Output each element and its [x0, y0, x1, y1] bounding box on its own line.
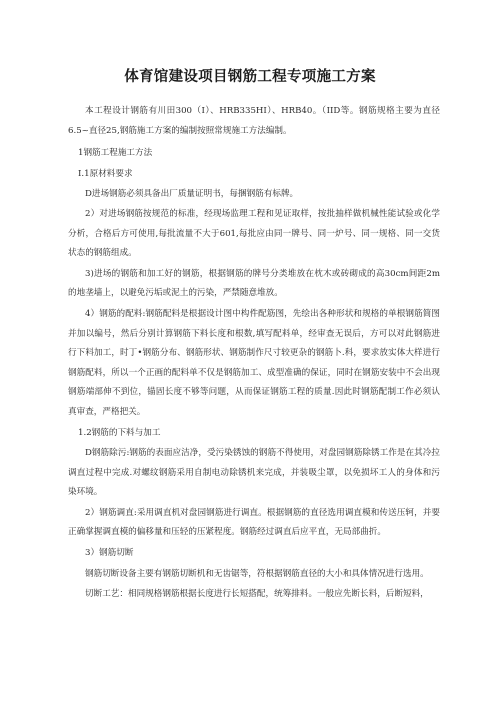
document-title: 体育馆建设项目钢筋工程专项施工方案	[124, 69, 376, 85]
section-heading-1: 1钢筋工程施工方法	[78, 148, 153, 159]
paragraph-9: 切断工艺：相同规格钢筋根据长度进行长短搭配，统筹排料。一般应先断长料，后断短料，	[85, 589, 429, 600]
paragraph-6: 2）钢筋调直:采用调直机对盘园钢筋进行调直。根据钢筋的直径选用调直模和传送压轲，并要正确掌握调直模的偏移量和压轻的压紧程度。钢筋经过调直后应平直，无局部曲折。	[68, 507, 440, 538]
paragraph-intro: 本工程设计钢筋有川田300（I）、HRB335HI）、HRB40。（IID等。钢筋规格主要为直径6.5~直径25,钢筋施工方案的编制按照常规施工方法编制。	[68, 106, 440, 136]
paragraph-3: 3)进场的钢筋和加工好的钢筋，根据钢筋的牌号分类堆放在枕木或砖砌成的高30cm间距2m的地垄墙上，以避免污垢或泥土的污染，严禁随意堆放。	[68, 268, 440, 299]
section-heading-1-1: I.1原材料要求	[78, 168, 133, 179]
paragraph-5: D钢筋除污:钢筋的表面应洁净，受污染锈蚀的钢筋不得使用，对盘园钢筋除锈工作是在其冷拉调直过程中完成.对螺纹钢筋采用自制电动除锈机来完成，并装吸尘罩，以免损坏工人的身体和污染环境。	[68, 448, 440, 498]
document-body	[68, 102, 440, 605]
paragraph-8: 钢筋切断设备主要有钢筋切断机和无齿锯等，符根据钢筋直径的大小和具体情况进行选用。	[85, 568, 429, 579]
paragraph-7: 3）钢筋切断	[85, 548, 134, 559]
section-heading-1-2: 1.2钢筋的下料与加工	[78, 427, 161, 438]
paragraph-4: 4）钢筋的配料:钢筋配料是根据设计图中构件配筋图，先绘出各种形状和规格的单根钢筋简图并加以编号，然后分别计算钢筋下料长度和根数,填写配料单，经审查无误后，方可以对此钢筋进行下料加工，时丁•钢筋分布、钢筋形状、钢筋制作尺寸较更杂的钢筋卜.科，要求放实体大样进行钢筋配料，所以一个正画的配料单不仅是钢筋加工、成型准确的保证，同时在钢筋安装中不会出现钢筋端部伸不到位，锚固长度不够等问题，从而保证钢筋工程的质量.因此时钢筋配制工作必须认真审查，严格把关。	[68, 308, 440, 417]
paragraph-1: D进场钢筋必须具备出厂质量证明书，每捆钢筋有标牌。	[85, 189, 299, 200]
paragraph-2: 2）对进场钢筋按规范的标准，经现场监理工程和见证取样，按批抽样做机械性能试验或化学分析，合格后方可使用,每批流量不大于601,每批应由同一牌号、同一炉号、同一规格、同一交货状态的钢筋组成。	[68, 208, 440, 259]
